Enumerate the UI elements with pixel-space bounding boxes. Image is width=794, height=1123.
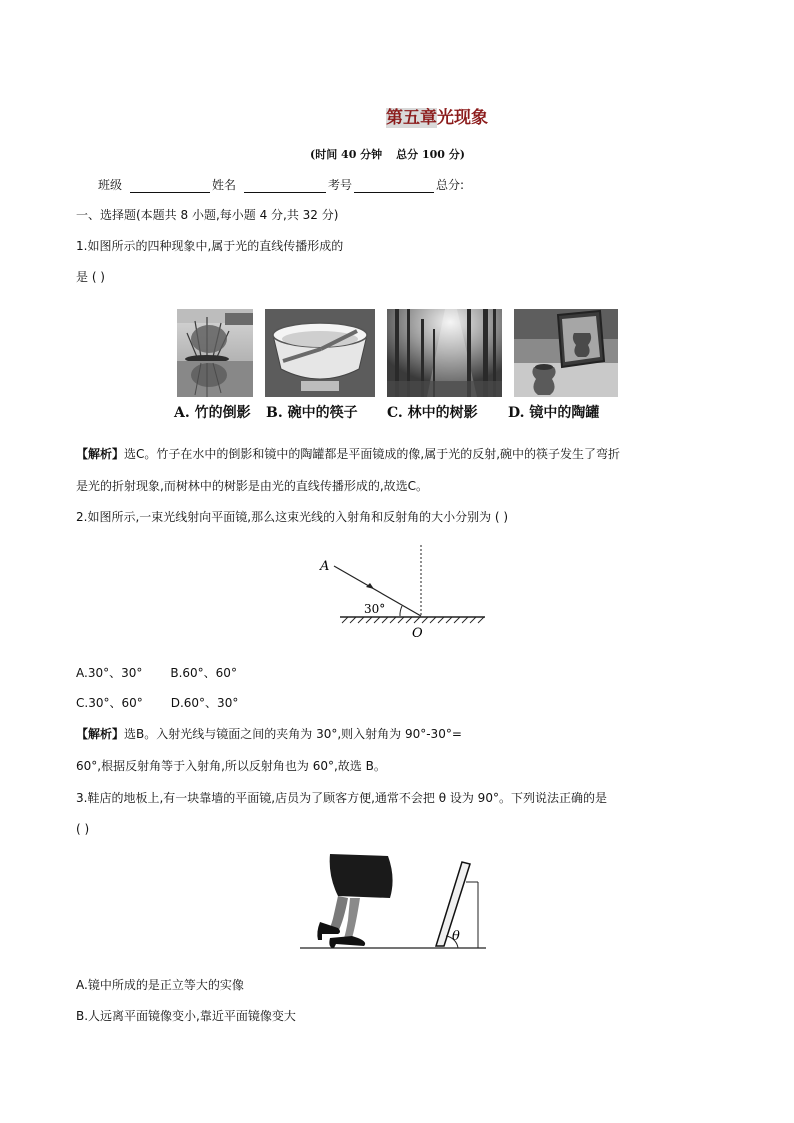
section-heading: 一、选择题(本题共 8 小题,每小题 4 分,共 32 分) bbox=[76, 208, 339, 222]
q2-mirror-diagram bbox=[320, 543, 490, 643]
photo-mirror-jar bbox=[514, 309, 618, 397]
shoe-right bbox=[329, 936, 365, 948]
angle-arc bbox=[400, 606, 402, 616]
photo-forest-shadow bbox=[387, 309, 502, 397]
q2-stem: 2.如图所示,一束光线射向平面镜,那么这束光线的入射角和反射角的大小分别为 ( ) bbox=[76, 510, 509, 524]
q1-analysis-text: 选C。竹子在水中的倒影和镜中的陶罐都是平面镜成的像,属于光的反射,碗中的筷子发生了弯折 bbox=[124, 447, 621, 461]
point-o-label: O bbox=[412, 626, 423, 641]
q2-option-a[interactable]: A.30°、30° bbox=[76, 666, 143, 680]
q3-shoe-mirror-diagram bbox=[298, 852, 490, 952]
q3-stem: 3.鞋店的地板上,有一块靠墙的平面镜,店员为了顾客方便,通常不会把 θ 设为 90°。下列说法正确的是 bbox=[76, 791, 607, 805]
point-a-label: A bbox=[320, 559, 330, 574]
title-rest: 光现象 bbox=[437, 108, 488, 128]
number-label: 考号 bbox=[328, 178, 353, 192]
q2-option-d[interactable]: D.60°、30° bbox=[170, 696, 239, 710]
title-highlight: 第五章 bbox=[386, 108, 437, 128]
name-field[interactable] bbox=[244, 179, 326, 193]
theta-label: θ bbox=[452, 929, 460, 944]
angle-label: 30° bbox=[364, 602, 386, 616]
q2-analysis-line2: 60°,根据反射角等于入射角,所以反射角也为 60°,故选 B。 bbox=[76, 759, 386, 773]
q1-analysis-line1 bbox=[76, 446, 620, 462]
q2-option-c[interactable]: C.30°、60° bbox=[76, 696, 143, 710]
student-info-row bbox=[98, 176, 464, 193]
analysis-tag: 【解析】 bbox=[76, 727, 125, 741]
q1-analysis-line2: 是光的折射现象,而树林中的树影是由光的直线传播形成的,故选C。 bbox=[76, 479, 429, 493]
q3-stem-end: ( ) bbox=[76, 822, 90, 836]
q2-option-b[interactable]: B.60°、60° bbox=[170, 666, 237, 680]
q1-caption-d: D. 镜中的陶罐 bbox=[508, 405, 600, 421]
photo-bamboo-reflection bbox=[177, 309, 253, 397]
analysis-tag: 【解析】 bbox=[76, 447, 125, 461]
q1-caption-b: B. 碗中的筷子 bbox=[266, 405, 358, 421]
q1-stem-end: 是 ( ) bbox=[76, 270, 105, 284]
q1-caption-c: C. 林中的树影 bbox=[387, 405, 478, 421]
q2-options-row2 bbox=[76, 695, 238, 711]
name-label: 姓名 bbox=[212, 178, 237, 192]
mirror-hatching bbox=[342, 617, 484, 623]
q3-option-b[interactable]: B.人远离平面镜像变小,靠近平面镜像变大 bbox=[76, 1009, 296, 1023]
score-label: 总分: bbox=[436, 178, 465, 192]
skirt-shape bbox=[330, 854, 393, 898]
q1-stem: 1.如图所示的四种现象中,属于光的直线传播形成的 bbox=[76, 239, 344, 253]
class-field[interactable] bbox=[130, 179, 210, 193]
exam-total: 总分 100 分) bbox=[396, 148, 465, 161]
photo-bowl-chopsticks bbox=[265, 309, 375, 397]
q3-option-a[interactable]: A.镜中所成的是正立等大的实像 bbox=[76, 978, 244, 992]
class-label: 班级 bbox=[98, 178, 123, 192]
q2-analysis-text: 选B。入射光线与镜面之间的夹角为 30°,则入射角为 90°-30°= bbox=[124, 727, 462, 741]
exam-time: (时间 40 分钟 bbox=[310, 148, 383, 161]
q2-analysis-line1 bbox=[76, 726, 462, 742]
q2-options-row1 bbox=[76, 665, 237, 681]
ray-arrow-icon bbox=[366, 583, 374, 589]
number-field[interactable] bbox=[354, 179, 434, 193]
q1-caption-a: A. 竹的倒影 bbox=[174, 405, 251, 421]
exam-meta bbox=[310, 146, 465, 162]
page-title bbox=[386, 103, 488, 128]
